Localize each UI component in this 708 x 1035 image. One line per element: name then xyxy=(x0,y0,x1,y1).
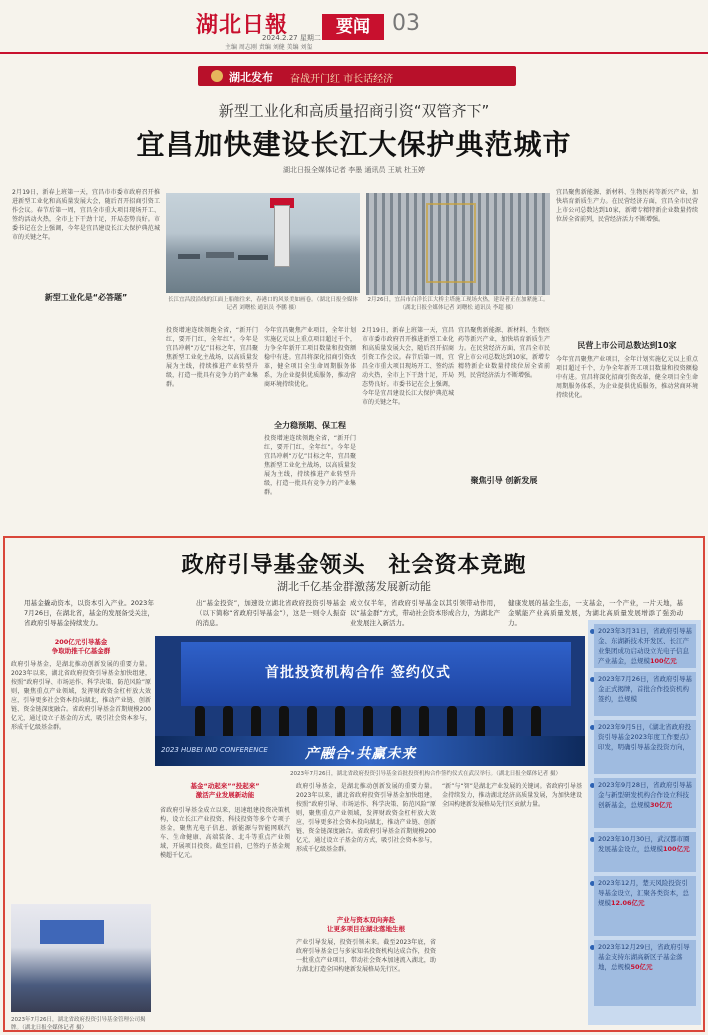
timeline-text: 2023年9月5日，《湖北省政府投资引导基金2023年度工作要点》印发，明确引导基金投资方向， xyxy=(598,723,692,751)
photo-a-caption: 长江宜昌段沿线的江面上船舶往来，春港口的风景美如画卷。（湖北日报全媒体记者 刘曙松 通讯员 李鹏 摄） xyxy=(168,297,358,311)
small-photo-caption: 2023年7月26日，湖北省政府投资引导基金管理公司揭牌。（湖北日报全媒体记者 摄） xyxy=(11,1017,146,1031)
masthead-rule xyxy=(0,52,708,54)
issue-date: 2024.2.27 星期二 xyxy=(262,34,321,42)
flower-icon xyxy=(211,70,223,82)
timeline-text: 2023年12月29日，省政府引导基金支持东湖高新区子基金落地，总规模 xyxy=(598,943,690,971)
top-kicker: 新型工业化和高质量招商引资“双管齐下” xyxy=(218,102,490,120)
top-col-3b: 投资增速连续领跑全省，“新开门红，要开门红，全年红”。今年是宜昌冲刺“万亿”目标之年，宜昌聚焦新型工业化主战场，以高质量发展为主线，持续推进产业转型升级，打造一批具有竞争力的产业集群。 xyxy=(264,435,356,496)
yangtze-port-photo xyxy=(166,193,360,293)
bottom-subhead: 湖北千亿基金群激荡发展新动能 xyxy=(277,580,431,593)
top-col-2: 投资增速连续领跑全省，“新开门红，要开门红，全年红”。今年是宜昌冲刺“万亿”目标之年，宜昌聚焦新型工业化主战场，以高质量发展为主线，持续推进产业转型升级，打造一批具有竞争力的产业集群。 xyxy=(166,327,258,388)
attendees-row xyxy=(195,706,555,736)
subhead-innovation: 聚焦引导 创新发展 xyxy=(470,476,538,485)
lead-col-3: 成立仅半年，省政府引导基金以其引领带动作用，以“基金群”方式，带动社会资本形成合力，为湖北产业发展注入新活力。 xyxy=(350,599,500,627)
top-col-4a: 宜昌聚焦新能源、新材料、生物医药等新兴产业，加快培育新质生产力。在民营经济方面，宜昌全市民营上市公司总数达到10家，新增专精特新企业数量持续位居全省前列，民营经济活力不断增强。 xyxy=(556,189,698,223)
timeline-text: 2023年12月，楚天风险投资引导基金设立，汇聚各类资本，总规模 xyxy=(598,879,689,907)
top-col-3: 今年宜昌聚焦产业项目，全年计划实施亿元以上重点项目超过千个，力争全年新开工项目数量和投资额稳中有进。宜昌将深化招商引资改革，健全项目全生命周期服务体系，为企业提供优质服务，推动营商环境持续优化。 xyxy=(264,327,356,388)
event-photo-caption: 2023年7月26日，湖北省政府投资引导基金首批投资机构合作签约仪式在武汉举行。（湖北日报全媒体记者 摄） xyxy=(290,771,561,777)
timeline-item xyxy=(594,876,696,936)
masthead xyxy=(0,0,708,56)
timeline-text: 2023年9月28日，省政府引导基金与新型研发机构合作设立科技创新基金，总规模 xyxy=(598,781,692,809)
top-headline: 宜昌加快建设长江大保护典范城市 xyxy=(136,128,572,161)
timeline-amount: 100亿元 xyxy=(663,845,690,853)
editor-credits: 主编 周志刚 责编 刘健 美编 刘玺 xyxy=(225,44,313,51)
ships-image xyxy=(176,244,276,264)
bottom-col-b: 省政府引导基金成立以来，迅速组建投资决策机构，设立长江产业投资、科技投资等多个专项子基金，聚焦光电子信息、新能源与智能网联汽车、生命健康、高端装备、北斗等重点产业领域，开展项目投资。截至目前，已签约子基金规模超千亿元。 xyxy=(160,807,290,859)
timeline-amount: 50亿元 xyxy=(630,963,653,971)
section-head-a: 200亿元引导基金 争取助推千亿基金群 xyxy=(51,638,111,655)
timeline-item xyxy=(594,720,696,774)
event-banner-text: 产融合·共赢未来 xyxy=(305,746,417,762)
bottom-col-a: 政府引导基金，是湖北推动创新发展的重要力量。2023年以来，湖北省政府投资引导基金加快组建，按照“政府引导、市场运作、科学决策、防范风险”原则，聚焦重点产业领域，发挥财政资金杠杆放大效应，引导更多社会资本投向湖北，推动产业链、创新链、资金链深度融合。省政府引导基金首期规模200亿元，通过设立子基金的方式，吸引社会资本参与，形成千亿级基金群。 xyxy=(11,661,151,731)
timeline-item xyxy=(594,624,696,668)
top-col-1: 2月19日，新春上班第一天，宜昌市市委市政府召开推进新型工业化和高质量发展大会，随后召开招商引资工作会议。春节后第一周，宜昌全市重大项目现场开工、签约活动火热，全市上下干劲十足，开局态势良好。市委书记在会上强调，今年是宜昌建设长江大保护典范城市的关键之年。 xyxy=(12,189,160,241)
banner-title: 湖北发布 xyxy=(229,71,273,84)
page-number: 03 xyxy=(392,11,420,36)
timeline-amount: 100亿元 xyxy=(650,657,677,665)
bottom-headline: 政府引导基金领头 社会资本竞跑 xyxy=(181,552,527,578)
section-head-c: 产业与资本双向奔赴 让更多项目在湖北落地生根 xyxy=(327,916,405,933)
lead-col-4: 健康发展的基金生态，一支基金，一个产业，一片天地，基金赋能产业高质量发展，为湖北高质量发展增添了强劲动力。 xyxy=(508,599,683,627)
top-byline: 湖北日报全媒体记者 李墨 通讯员 王斌 杜玉婷 xyxy=(283,166,425,174)
banner-subtitle: 奋战开门红 市长话经济 xyxy=(290,74,394,85)
photo-b-caption: 2月26日，宜昌市白洋长江大桥主塔施工现场火热，建设者正在加紧施工。（湖北日报全媒体记者 刘曙松 通讯员 李超 摄） xyxy=(367,297,549,311)
signing-ceremony-photo xyxy=(155,636,585,766)
timeline-amount: 30亿元 xyxy=(650,801,673,809)
section-label: 要闻 xyxy=(322,14,384,40)
timeline-item xyxy=(594,940,696,1006)
lighthouse-image xyxy=(274,205,290,267)
bottom-col-c1: 政府引导基金，是湖北推动创新发展的重要力量。2023年以来，湖北省政府投资引导基金加快组建，按照“政府引导、市场运作、科学决策、防范风险”原则，聚焦重点产业领域，发挥财政资金杠杆放大效应，引导更多社会资本投向湖北，推动产业链、创新链、资金链深度融合。省政府引导基金首期规模200亿元，通过设立子基金的方式，吸引社会资本参与，形成千亿级基金群。 xyxy=(296,783,436,853)
event-banner-english: 2023 HUBEI IND CONFERENCE xyxy=(161,746,268,754)
bridge-construction-photo xyxy=(366,193,550,295)
top-col-6: 宜昌聚焦新能源、新材料、生物医药等新兴产业，加快培育新质生产力。在民营经济方面，宜昌全市民营上市公司总数达到10家，新增专精特新企业数量持续位居全省前列，民营经济活力不断增强。 xyxy=(458,327,550,379)
stage-screen xyxy=(40,920,104,944)
timeline-item xyxy=(594,778,696,828)
newspaper-logo: 湖北日報 xyxy=(196,12,289,38)
timeline-text: 2023年10月30日，武汉都市圈发展基金设立，总规模 xyxy=(598,835,690,853)
lead-col-1: 用基金撬动资本，以资本引入产业。2023年7月26日，在湖北省，基金的发展备受关注，省政府引导基金持续发力。 xyxy=(24,599,154,627)
top-col-4b: 今年宜昌聚焦产业项目，全年计划实施亿元以上重点项目超过千个，力争全年新开工项目数量和投资额稳中有进。宜昌将深化招商引资改革，健全项目全生命周期服务体系，为企业提供优质服务，推动营商环境持续优化。 xyxy=(556,356,698,399)
timeline-item xyxy=(594,832,696,872)
top-col-5: 2月19日，新春上班第一天，宜昌市市委市政府召开推进新型工业化和高质量发展大会，随后召开招商引资工作会议。春节后第一周，宜昌全市重大项目现场开工、签约活动火热，全市上下干劲十足，开局态势良好。市委书记在会上强调，今年是宜昌建设长江大保护典范城市的关键之年。 xyxy=(362,327,454,406)
timeline-text: 2023年3月31日，省政府引导基金、东湖新技术开发区、长江产业集团成功启动设立光电子信息产业基金，总规模 xyxy=(598,627,692,665)
subhead-stabilize: 全力稳预期、保工程 xyxy=(274,421,346,430)
timeline-amount: 12.06亿元 xyxy=(611,899,645,907)
subhead-private-listed: 民营上市公司总数达到10家 xyxy=(577,341,677,350)
event-screen-title: 首批投资机构合作 签约仪式 xyxy=(265,665,451,681)
bottom-col-d: “新”与“智”是湖北产业发展的关键词。省政府引导基金持续发力，推动湖北经济高质量发展，为加快建设全国构建新发展格局先行区贡献力量。 xyxy=(442,783,582,808)
section-head-b: 基金“动起来”“投起来” 激活产业发展新动能 xyxy=(190,782,260,799)
subhead-industrialization: 新型工业化是“必答题” xyxy=(44,293,128,302)
timeline-text: 2023年7月26日，省政府引导基金正式揭牌，首批合作投资机构签约，总规模 xyxy=(598,675,692,703)
timeline-item xyxy=(594,672,696,716)
lead-col-2: 出“基金投资”，加速设立湖北省政府投资引导基金（以下简称“省政府引导基金”），这是一则令人振奋的消息。 xyxy=(196,599,346,627)
bottom-col-c2: 产业引导发展，投资引领未来。截至2023年底，省政府引导基金已与多家知名投资机构达成合作，投资一批重点产业项目，带动社会资本加速流入湖北，助力湖北打造全国构建新发展格局先行区。 xyxy=(296,939,436,973)
